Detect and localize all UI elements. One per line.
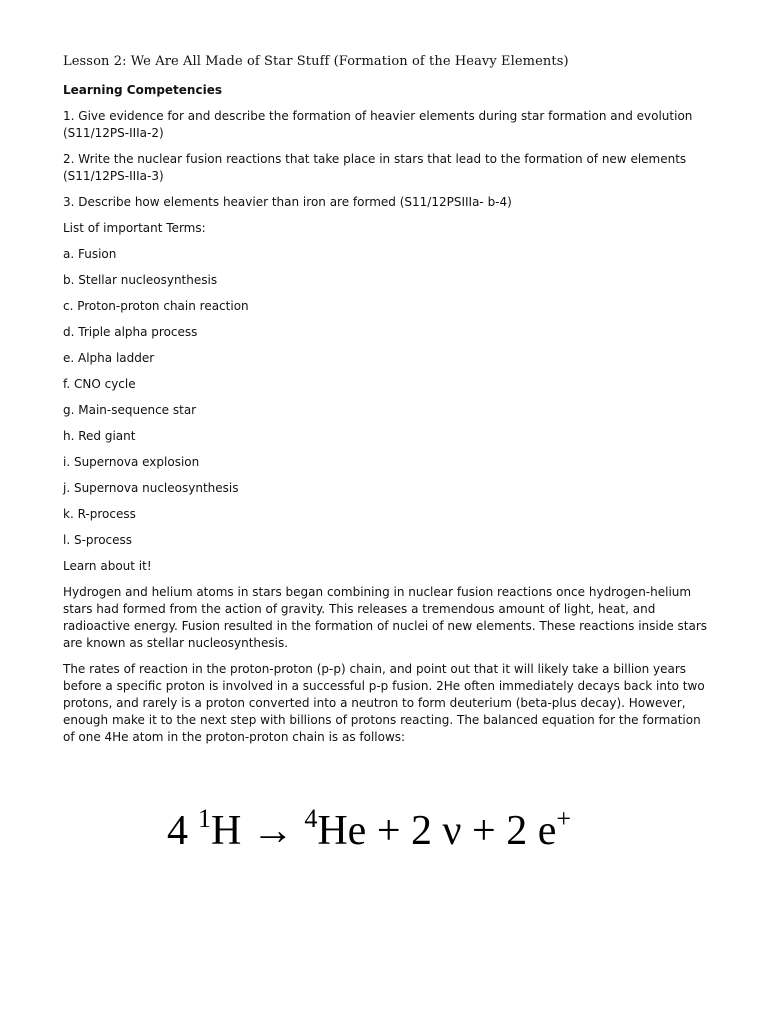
term-item: b. Stellar nucleosynthesis — [63, 273, 218, 287]
eq-plus: + — [472, 808, 496, 854]
eq-plus: + — [376, 808, 401, 854]
term-item: e. Alpha ladder — [63, 351, 155, 365]
eq-positron-charge: + — [556, 804, 572, 833]
term-item: i. Supernova explosion — [63, 455, 200, 469]
term-item: l. S-process — [63, 533, 133, 547]
learn-heading: Learn about it! — [63, 559, 152, 573]
term-item: d. Triple alpha process — [63, 325, 198, 339]
term-item: a. Fusion — [63, 247, 117, 261]
body-paragraph-2: The rates of reaction in the proton-proton (p-p) chain, and point out that it will likely take a billion years before a specific proton is involved in a successful p-p fusion. 2He often immediately decays back into two protons, and rarely is a proton converted into a neutron to form deuterium (beta-plus decay). However, enough make it to the next step with billions of protons reacting. The balanced equation for the formation of one 4He atom in the proton-proton chain is as follows: — [63, 662, 705, 744]
document-page — [63, 48, 715, 755]
competency-1: 1. Give evidence for and describe the formation of heavier elements during star formation and evolution (S11/12PS-IIIa-2) — [63, 109, 693, 140]
eq-neutrino-symbol: ν — [442, 808, 462, 854]
lesson-title: Lesson 2: We Are All Made of Star Stuff (Formation of the Heavy Elements) — [63, 54, 569, 69]
eq-coefficient: 2 — [506, 808, 528, 854]
eq-positron-symbol: e — [537, 808, 557, 854]
eq-coefficient: 2 — [411, 808, 432, 854]
term-item: h. Red giant — [63, 429, 136, 443]
proton-proton-equation — [0, 806, 768, 856]
terms-heading: List of important Terms: — [63, 221, 206, 235]
eq-hydrogen-symbol: H — [210, 808, 242, 854]
term-item: f. CNO cycle — [63, 377, 136, 391]
term-item: g. Main-sequence star — [63, 403, 197, 417]
competencies-heading: Learning Competencies — [63, 83, 222, 97]
eq-helium-mass-number: 4 — [304, 804, 318, 833]
eq-coefficient: 4 — [166, 808, 188, 854]
term-item: j. Supernova nucleosynthesis — [63, 481, 239, 495]
eq-arrow: → — [251, 808, 294, 854]
eq-helium-symbol: He — [317, 808, 367, 854]
body-paragraph-1: Hydrogen and helium atoms in stars began combining in nuclear fusion reactions once hydrogen-helium stars had formed from the action of gravity. This releases a tremendous amount of light, heat, and radioactive energy. Fusion resulted in the formation of nuclei of new elements. These reactions inside stars are known as stellar nucleosynthesis. — [63, 585, 708, 650]
eq-hydrogen-mass-number: 1 — [197, 804, 211, 833]
term-item: c. Proton-proton chain reaction — [63, 299, 249, 313]
term-item: k. R-process — [63, 507, 136, 521]
competency-3: 3. Describe how elements heavier than iron are formed (S11/12PSIIIa- b-4) — [63, 195, 512, 209]
competency-2: 2. Write the nuclear fusion reactions that take place in stars that lead to the formation of new elements (S11/12PS-IIIa-3) — [63, 152, 687, 183]
